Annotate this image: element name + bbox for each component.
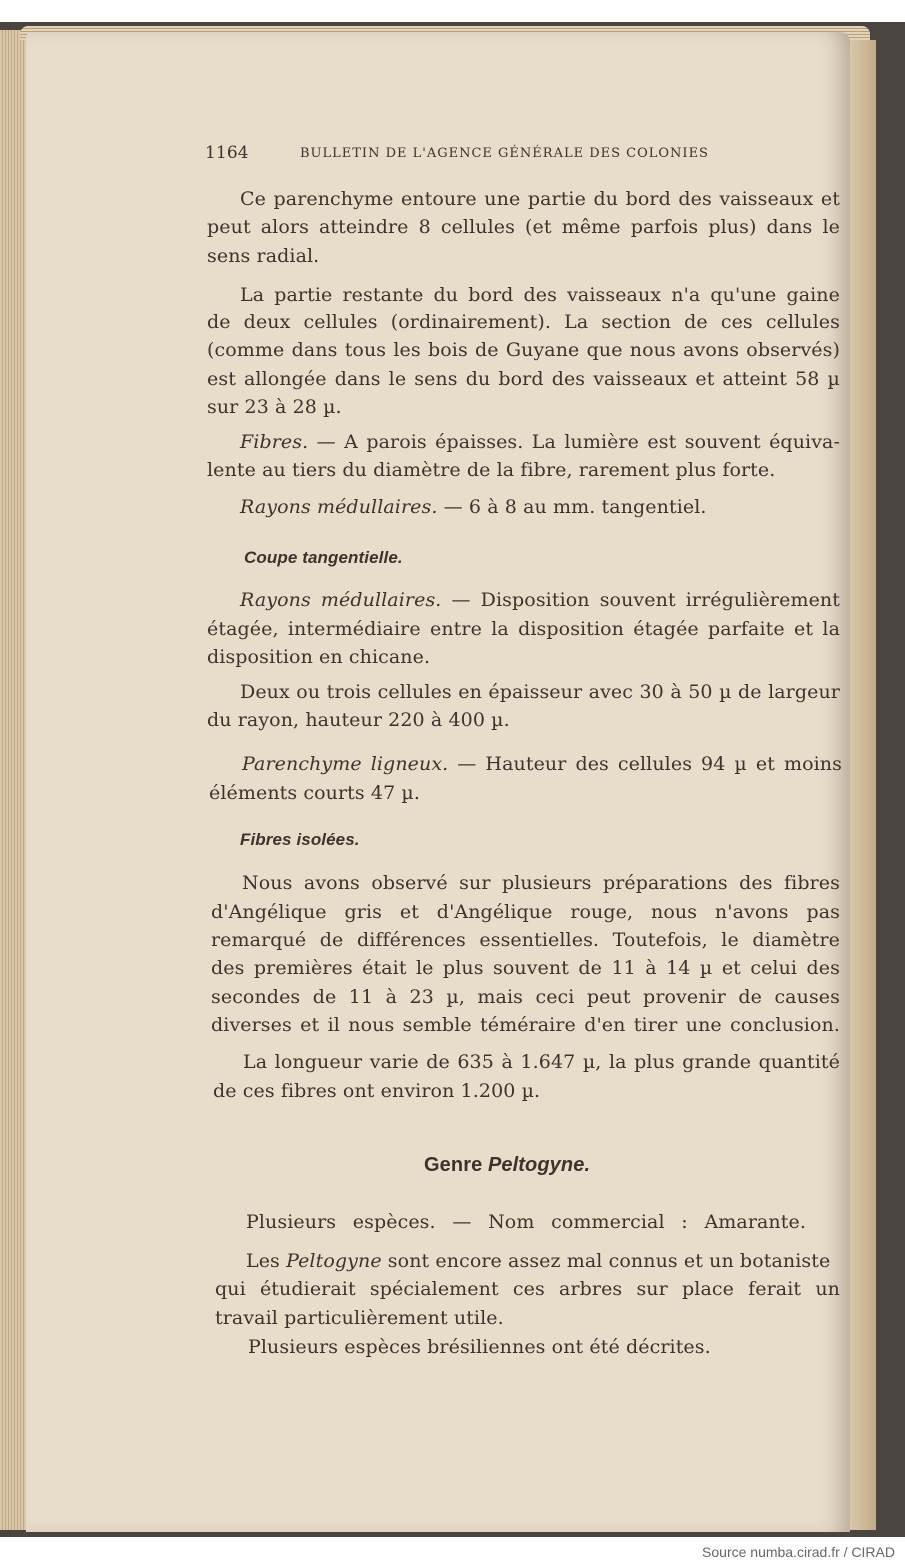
italic-term: Rayons médullaires. bbox=[240, 496, 438, 518]
text-line bbox=[211, 1014, 840, 1036]
text-line bbox=[207, 709, 510, 731]
text-run: sur 23 à 28 µ. bbox=[207, 396, 342, 418]
text-run: secondes de 11 à 23 µ, mais ceci peut provenir de causes bbox=[211, 986, 840, 1008]
text-line bbox=[211, 901, 840, 923]
text-line bbox=[207, 311, 840, 333]
text-run: Fibres isolées. bbox=[240, 830, 360, 849]
text-run: Deux ou trois cellules en épaisseur avec 30 à 50 µ de largeur bbox=[240, 681, 840, 703]
italic-term: Parenchyme ligneux. bbox=[242, 753, 449, 775]
source-credit: Source numba.cirad.fr / CIRAD bbox=[702, 1544, 895, 1560]
italic-term: Peltogyne bbox=[286, 1250, 382, 1272]
text-line bbox=[244, 548, 403, 568]
text-run: disposition en chicane. bbox=[207, 646, 431, 668]
text-line bbox=[215, 1307, 504, 1329]
text-line bbox=[207, 368, 840, 390]
text-run: Plusieurs espèces. — Nom commercial : Amarante. bbox=[246, 1211, 806, 1233]
text-line bbox=[207, 618, 840, 640]
text-line bbox=[240, 431, 840, 453]
text-run: travail particulièrement utile. bbox=[215, 1307, 504, 1329]
text-line bbox=[211, 929, 840, 951]
text-run: — 6 à 8 au mm. tangentiel. bbox=[437, 496, 707, 518]
text-line bbox=[207, 245, 319, 267]
text-line bbox=[246, 1211, 806, 1233]
page-right-edge bbox=[850, 40, 876, 1530]
text-line bbox=[240, 496, 707, 518]
text-run: (comme dans tous les bois de Guyane que nous avons observés) bbox=[207, 339, 840, 361]
text-run: sont encore assez mal connus et un botaniste bbox=[381, 1250, 831, 1272]
text-run: de ces fibres ont environ 1.200 µ. bbox=[213, 1080, 541, 1102]
text-line bbox=[207, 216, 840, 238]
text-run: lente au tiers du diamètre de la fibre, rarement plus forte. bbox=[207, 459, 776, 481]
text-run: qui étudierait spécialement ces arbres sur place ferait un bbox=[215, 1278, 840, 1300]
text-line bbox=[246, 1250, 840, 1272]
text-line bbox=[240, 830, 360, 850]
running-title: BULLETIN DE L'AGENCE GÉNÉRALE DES COLONIES bbox=[300, 146, 709, 161]
text-line bbox=[240, 188, 840, 210]
text-run: peut alors atteindre 8 cellules (et même parfois plus) dans le bbox=[207, 216, 840, 238]
text-run: étagée, intermédiaire entre la disposition étagée parfaite et la bbox=[207, 618, 840, 640]
text-line bbox=[207, 459, 775, 481]
text-line bbox=[215, 1278, 840, 1300]
text-line bbox=[207, 646, 430, 668]
text-line bbox=[248, 1336, 711, 1358]
text-run: La partie restante du bord des vaisseaux n'a qu'une gaine bbox=[240, 284, 840, 306]
text-run: Coupe tangentielle. bbox=[244, 548, 403, 567]
text-run: diverses et il nous semble téméraire d'en tirer une conclusion. bbox=[211, 1014, 840, 1036]
italic-term: Rayons médullaires. bbox=[240, 589, 442, 611]
text-run: La longueur varie de 635 à 1.647 µ, la plus grande quantité bbox=[243, 1051, 840, 1073]
text-line bbox=[242, 753, 842, 775]
text-run: — Hauteur des cellules 94 µ et moins bbox=[448, 753, 842, 775]
text-line bbox=[240, 681, 840, 703]
text-line bbox=[213, 1080, 540, 1102]
text-line bbox=[242, 872, 840, 894]
text-line bbox=[209, 782, 420, 804]
text-run: Nous avons observé sur plusieurs préparations des fibres bbox=[242, 872, 840, 894]
text-line bbox=[211, 957, 840, 979]
text-run: Ce parenchyme entoure une partie du bord des vaisseaux et bbox=[240, 188, 840, 210]
text-run: éléments courts 47 µ. bbox=[209, 782, 421, 804]
text-run: de deux cellules (ordinairement). La section de ces cellules bbox=[207, 311, 840, 333]
text-line bbox=[243, 1051, 840, 1073]
text-run: du rayon, hauteur 220 à 400 µ. bbox=[207, 709, 510, 731]
text-line bbox=[211, 986, 840, 1008]
page-number: 1164 bbox=[205, 143, 249, 163]
text-line bbox=[207, 396, 342, 418]
text-line bbox=[424, 1154, 590, 1177]
text-line bbox=[240, 284, 840, 306]
text-run: des premières était le plus souvent de 11 à 14 µ et celui des bbox=[211, 957, 840, 979]
italic-term: Peltogyne. bbox=[487, 1154, 591, 1176]
text-run: remarqué de différences essentielles. Toutefois, le diamètre bbox=[211, 929, 840, 951]
text-run: d'Angélique gris et d'Angélique rouge, nous n'avons pas bbox=[211, 901, 840, 923]
text-run: Genre bbox=[424, 1154, 488, 1176]
text-run: sens radial. bbox=[207, 245, 320, 267]
text-run: Plusieurs espèces brésiliennes ont été décrites. bbox=[248, 1336, 711, 1358]
text-run: — Disposition souvent irrégulièrement bbox=[441, 589, 840, 611]
text-line bbox=[240, 589, 840, 611]
text-run: Les bbox=[246, 1250, 287, 1272]
text-run: est allongée dans le sens du bord des vaisseaux et atteint 58 µ bbox=[207, 368, 840, 390]
text-run: — A parois épaisses. La lumière est souvent équiva- bbox=[308, 431, 840, 453]
text-line bbox=[207, 339, 840, 361]
italic-term: Fibres. bbox=[240, 431, 309, 453]
